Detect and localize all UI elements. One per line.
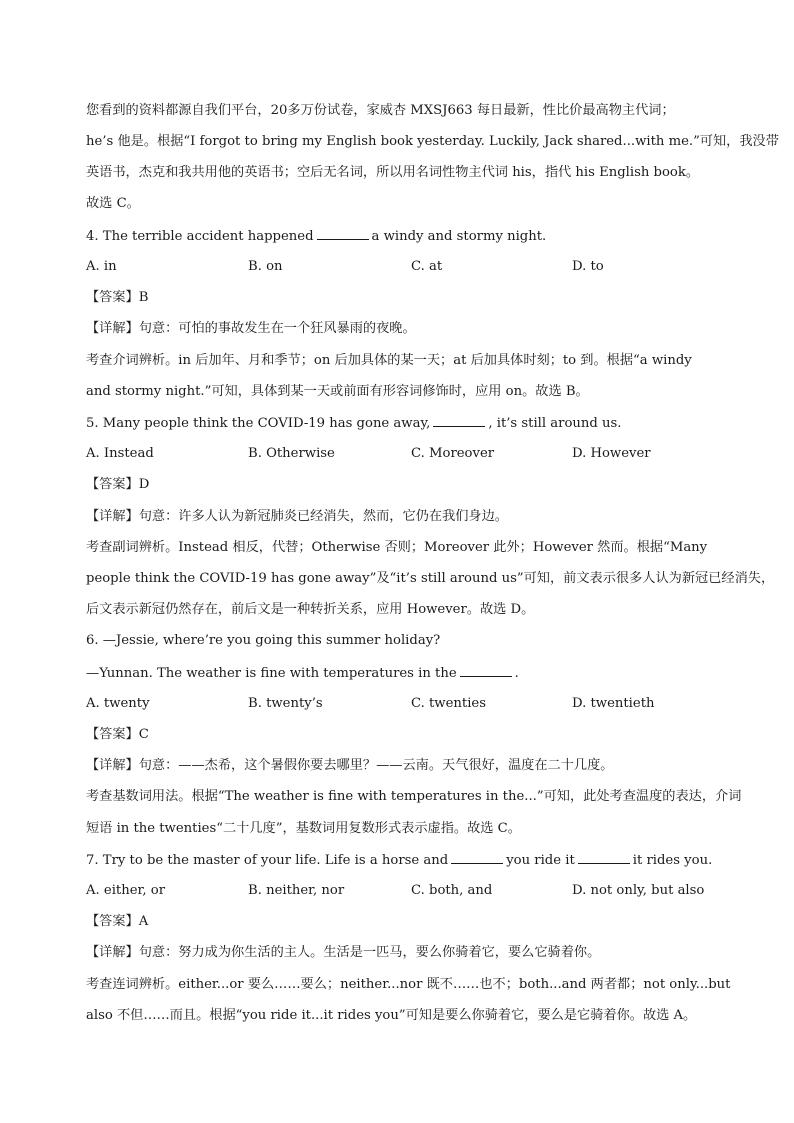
- question-7-detail-3: also 不但……而且。根据“you ride it...it rides you”可知是要么你骑着它，要么是它骑着你。故选 A。: [86, 1008, 697, 1023]
- question-5-detail-4: 后文表示新冠仍然存在，前后文是一种转折关系，应用 However。故选 D。: [86, 602, 535, 617]
- answer-blank: [460, 664, 512, 677]
- question-5-option-d: D. However: [572, 446, 651, 461]
- question-7-detail-2: 考查连词辨析。either...or 要么……要么；neither...nor 既不……也不；both...and 两者都；not only...but: [86, 977, 731, 992]
- question-6-option-b: B. twenty’s: [248, 696, 323, 711]
- question-4-answer: 【答案】B: [86, 290, 149, 305]
- question-6-stem-line-1: 6. —Jessie, where’re you going this summer holiday?: [86, 633, 441, 648]
- question-4-option-d: D. to: [572, 259, 604, 274]
- question-6-detail-2: 考查基数词用法。根据“The weather is fine with temperatures in the...”可知，此处考查温度的表达，介词: [86, 789, 742, 804]
- question-4-option-b: B. on: [248, 259, 283, 274]
- question-6-option-d: D. twentieth: [572, 696, 655, 711]
- question-6-answer: 【答案】C: [86, 727, 149, 742]
- question-5-answer: 【答案】D: [86, 477, 150, 492]
- question-4-stem: [86, 227, 716, 246]
- intro-line-1: 您看到的资料都源自我们平台，20多万份试卷，家威杏 MXSJ663 每日最新，性比价最高物主代词；: [86, 103, 675, 118]
- question-6-stem: [86, 664, 716, 683]
- question-4-detail-3: and stormy night.”可知，具体到某一天或前面有形容词修饰时，应用 on。故选 B。: [86, 384, 589, 399]
- question-5-detail-2: 考查副词辨析。Instead 相反，代替；Otherwise 否则；Moreover 此外；However 然而。根据“Many: [86, 540, 708, 555]
- question-4-detail-2: 考查介词辨析。in 后加年、月和季节；on 后加具体的某一天；at 后加具体时刻；to 到。根据“a windy: [86, 353, 692, 368]
- question-5-option-a: A. Instead: [86, 446, 154, 461]
- question-6-option-a: A. twenty: [86, 696, 150, 711]
- question-4-stem-after: a windy and stormy night.: [371, 229, 547, 244]
- question-7-option-a: A. either, or: [86, 883, 166, 898]
- question-5-option-c: C. Moreover: [411, 446, 495, 461]
- question-5-stem-before: 5. Many people think the COVID-19 has gone away,: [86, 416, 431, 431]
- question-7-stem: [86, 851, 716, 870]
- intro-line-4: 故选 C。: [86, 196, 140, 211]
- question-4-detail-1: 【详解】句意：可怕的事故发生在一个狂风暴雨的夜晚。: [86, 321, 416, 336]
- question-4-stem-before: 4. The terrible accident happened: [86, 229, 314, 244]
- question-7-answer: 【答案】A: [86, 914, 149, 929]
- question-7-stem-before: 7. Try to be the master of your life. Life is a horse and: [86, 853, 449, 868]
- question-7-stem-after: it rides you.: [632, 853, 713, 868]
- question-7-detail-1: 【详解】句意：努力成为你生活的主人。生活是一匹马，要么你骑着它，要么它骑着你。: [86, 945, 601, 960]
- question-5-option-b: B. Otherwise: [248, 446, 335, 461]
- answer-blank: [451, 851, 503, 864]
- answer-blank: [433, 414, 485, 427]
- question-5-stem: [86, 414, 716, 433]
- intro-line-3: 英语书，杰克和我共用他的英语书；空后无名词，所以用名词性物主代词 his，指代 his English book。: [86, 165, 700, 180]
- question-6-stem-after: .: [514, 666, 519, 681]
- question-4-option-a: A. in: [86, 259, 117, 274]
- answer-blank: [578, 851, 630, 864]
- question-7-stem-mid: you ride it: [506, 853, 575, 868]
- question-7-option-b: B. neither, nor: [248, 883, 345, 898]
- answer-blank: [317, 227, 369, 240]
- question-6-detail-1: 【详解】句意：——杰希，这个暑假你要去哪里？——云南。天气很好，温度在二十几度。: [86, 758, 614, 773]
- question-7-option-c: C. both, and: [411, 883, 493, 898]
- question-6-stem-before: —Yunnan. The weather is fine with temperatures in the: [86, 666, 457, 681]
- question-6-detail-3: 短语 in the twenties“二十几度”，基数词用复数形式表示虚指。故选 C。: [86, 821, 521, 836]
- question-5-stem-after: , it’s still around us.: [488, 416, 622, 431]
- question-4-option-c: C. at: [411, 259, 443, 274]
- question-5-detail-1: 【详解】句意：许多人认为新冠肺炎已经消失，然而，它仍在我们身边。: [86, 509, 508, 524]
- question-6-option-c: C. twenties: [411, 696, 486, 711]
- question-5-detail-3: people think the COVID-19 has gone away”及“it’s still around us”可知，前文表示很多人认为新冠已经消失，: [86, 571, 775, 586]
- intro-line-2: he’s 他是。根据“I forgot to bring my English book yesterday. Luckily, Jack shared...with me.”可知，我没带: [86, 134, 779, 149]
- question-7-option-d: D. not only, but also: [572, 883, 705, 898]
